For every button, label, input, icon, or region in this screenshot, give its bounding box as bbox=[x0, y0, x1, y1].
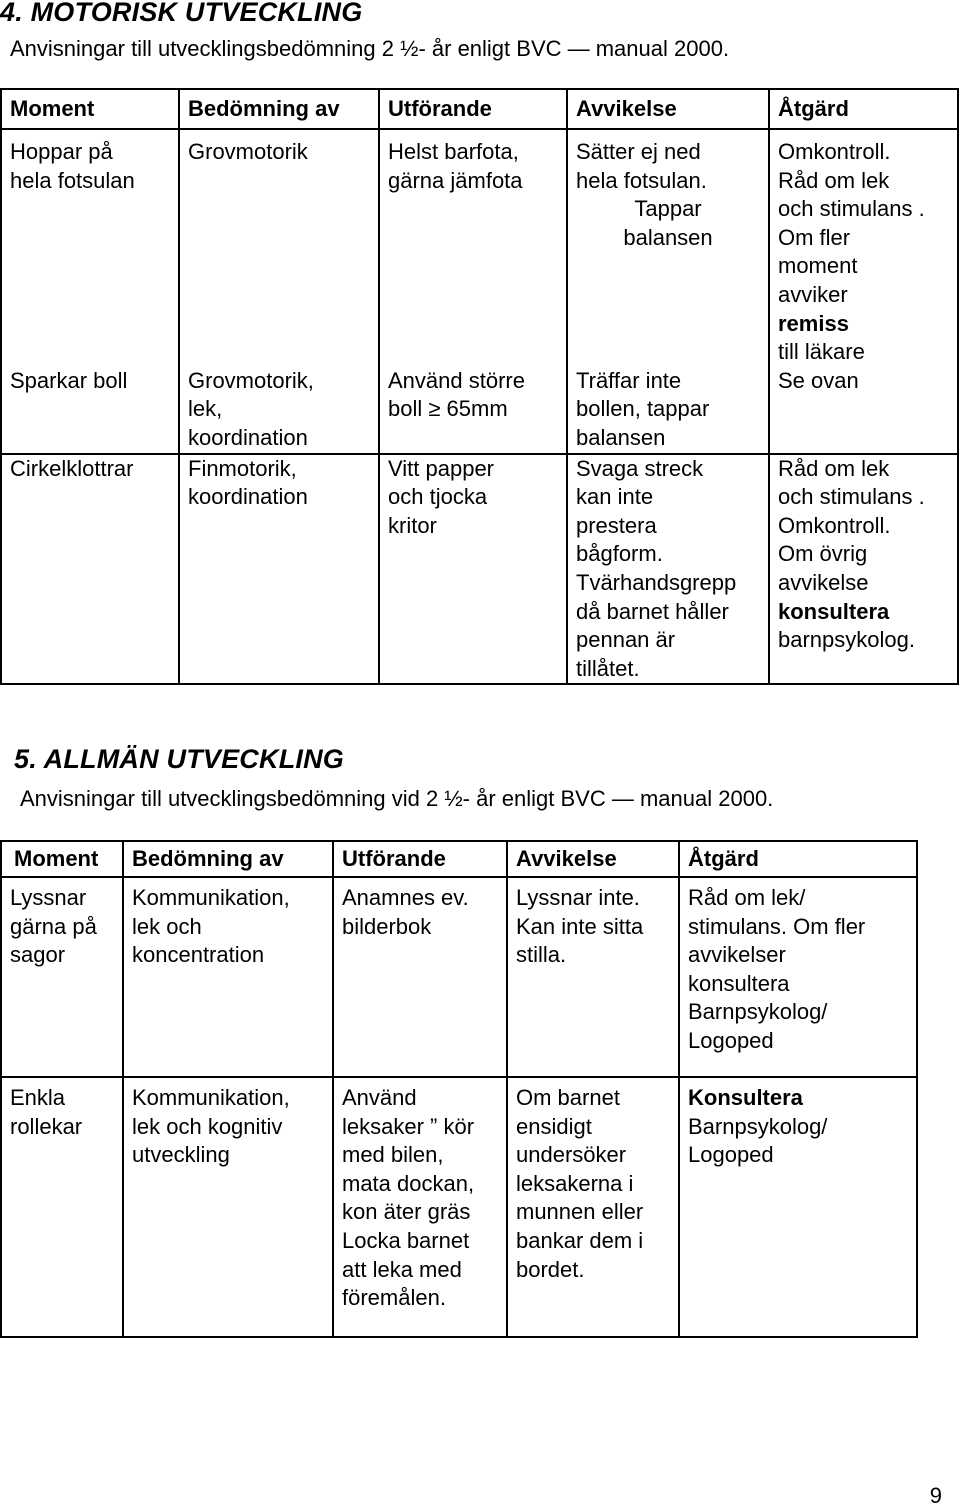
cell-atgard: Se ovan bbox=[769, 367, 958, 454]
header-avvikelse: Avvikelse bbox=[567, 89, 769, 129]
section4-subtitle: Anvisningar till utvecklingsbedömning 2 ½- år enligt BVC — manual 2000. bbox=[10, 36, 730, 61]
header-atgard: Åtgärd bbox=[769, 89, 958, 129]
motor-development-table bbox=[0, 88, 959, 685]
cell-moment: Cirkelklottrar bbox=[1, 454, 179, 685]
section5-title: 5. ALLMÄN UTVECKLING bbox=[14, 744, 344, 774]
table-row bbox=[1, 454, 958, 685]
cell-moment: Sparkar boll bbox=[1, 367, 179, 454]
cell-moment: Hoppar på hela fotsulan bbox=[1, 129, 179, 367]
cell-utforande: Använd större boll ≥ 65mm bbox=[379, 367, 567, 454]
header-bedomning: Bedömning av bbox=[123, 841, 333, 877]
cell-avvikelse: Träffar inte bollen, tappar balansen bbox=[567, 367, 769, 454]
cell-utforande: Använd leksaker ” kör med bilen, mata dockan, kon äter gräs Locka barnet att leka med föremålen. bbox=[333, 1077, 507, 1337]
cell-atgard: Konsultera Barnpsykolog/ Logoped bbox=[679, 1077, 917, 1337]
cell-atgard: Omkontroll. Råd om lek och stimulans . Om fler moment avviker remiss till läkare bbox=[769, 129, 958, 367]
table-header-row bbox=[1, 89, 958, 129]
cell-avvikelse: Om barnet ensidigt undersöker leksakerna i munnen eller bankar dem i bordet. bbox=[507, 1077, 679, 1337]
table-row bbox=[1, 367, 958, 454]
cell-atgard: Råd om lek/ stimulans. Om fler avvikelser konsultera Barnpsykolog/ Logoped bbox=[679, 877, 917, 1077]
section4-title: 4. MOTORISK UTVECKLING bbox=[0, 0, 363, 27]
section5-subtitle: Anvisningar till utvecklingsbedömning vid 2 ½- år enligt BVC — manual 2000. bbox=[20, 786, 774, 811]
cell-bedomning: Grovmotorik bbox=[179, 129, 379, 367]
cell-moment: Lyssnar gärna på sagor bbox=[1, 877, 123, 1077]
cell-bedomning: Grovmotorik, lek, koordination bbox=[179, 367, 379, 454]
header-avvikelse: Avvikelse bbox=[507, 841, 679, 877]
cell-bedomning: Finmotorik, koordination bbox=[179, 454, 379, 685]
header-utforande: Utförande bbox=[379, 89, 567, 129]
cell-moment: Enkla rollekar bbox=[1, 1077, 123, 1337]
header-bedomning: Bedömning av bbox=[179, 89, 379, 129]
cell-avvikelse: Lyssnar inte. Kan inte sitta stilla. bbox=[507, 877, 679, 1077]
cell-avvikelse: Svaga streck kan inte prestera bågform. Tvärhandsgrepp då barnet håller pennan är tillåtet. bbox=[567, 454, 769, 685]
cell-avvikelse: Sätter ej ned hela fotsulan. Tappar balansen bbox=[567, 129, 769, 367]
header-moment: Moment bbox=[1, 89, 179, 129]
page-number: 9 bbox=[929, 1483, 942, 1508]
header-atgard: Åtgärd bbox=[679, 841, 917, 877]
cell-utforande: Anamnes ev. bilderbok bbox=[333, 877, 507, 1077]
header-utforande: Utförande bbox=[333, 841, 507, 877]
general-development-table bbox=[0, 840, 918, 1338]
table-header-row bbox=[1, 841, 917, 877]
cell-bedomning: Kommunikation, lek och koncentration bbox=[123, 877, 333, 1077]
cell-atgard: Råd om lek och stimulans . Omkontroll. Om övrig avvikelse konsultera barnpsykolog. bbox=[769, 454, 958, 685]
cell-utforande: Helst barfota, gärna jämfota bbox=[379, 129, 567, 367]
header-moment: Moment bbox=[1, 841, 123, 877]
table-row bbox=[1, 877, 917, 1077]
table-row bbox=[1, 129, 958, 367]
cell-bedomning: Kommunikation, lek och kognitiv utveckling bbox=[123, 1077, 333, 1337]
cell-utforande: Vitt papper och tjocka kritor bbox=[379, 454, 567, 685]
table-row bbox=[1, 1077, 917, 1337]
